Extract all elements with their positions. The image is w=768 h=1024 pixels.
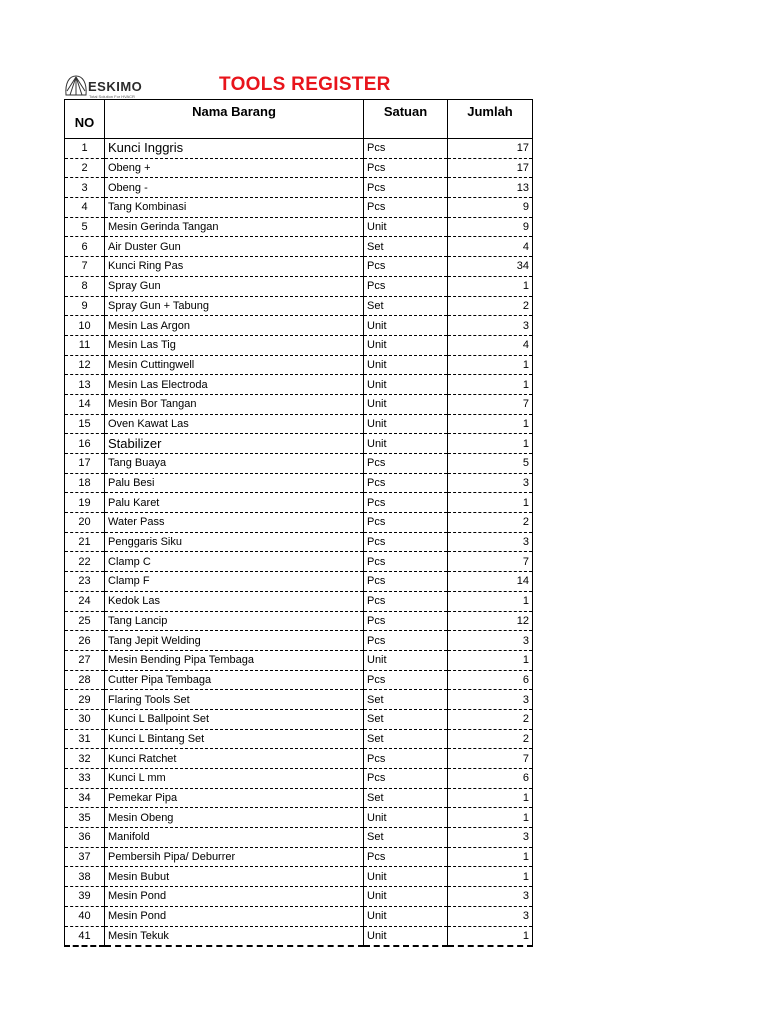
item-unit: Unit xyxy=(364,394,448,414)
table-row xyxy=(65,709,533,729)
table-row xyxy=(65,769,533,789)
row-number: 7 xyxy=(65,257,105,277)
row-number: 8 xyxy=(65,276,105,296)
table-row xyxy=(65,828,533,848)
row-number: 31 xyxy=(65,729,105,749)
item-unit: Unit xyxy=(364,808,448,828)
table-row xyxy=(65,355,533,375)
item-name: Manifold xyxy=(105,828,364,848)
item-unit: Unit xyxy=(364,414,448,434)
row-number: 20 xyxy=(65,513,105,533)
item-name: Pembersih Pipa/ Deburrer xyxy=(105,847,364,867)
table-row xyxy=(65,650,533,670)
item-name: Water Pass xyxy=(105,513,364,533)
item-quantity: 14 xyxy=(448,572,533,592)
row-number: 30 xyxy=(65,709,105,729)
item-quantity: 6 xyxy=(448,769,533,789)
table-row xyxy=(65,493,533,513)
table-row xyxy=(65,257,533,277)
item-quantity: 17 xyxy=(448,158,533,178)
item-unit: Unit xyxy=(364,926,448,946)
item-unit: Unit xyxy=(364,335,448,355)
item-unit: Pcs xyxy=(364,591,448,611)
item-unit: Set xyxy=(364,296,448,316)
row-number: 25 xyxy=(65,611,105,631)
item-quantity: 7 xyxy=(448,749,533,769)
row-number: 18 xyxy=(65,473,105,493)
item-quantity: 1 xyxy=(448,434,533,454)
item-quantity: 2 xyxy=(448,513,533,533)
column-header-qty: Jumlah xyxy=(448,100,533,139)
row-number: 29 xyxy=(65,690,105,710)
row-number: 9 xyxy=(65,296,105,316)
table-row xyxy=(65,414,533,434)
item-unit: Pcs xyxy=(364,198,448,218)
item-unit: Unit xyxy=(364,355,448,375)
row-number: 13 xyxy=(65,375,105,395)
row-number: 36 xyxy=(65,828,105,848)
item-name: Tang Jepit Welding xyxy=(105,631,364,651)
item-quantity: 1 xyxy=(448,355,533,375)
row-number: 35 xyxy=(65,808,105,828)
row-number: 22 xyxy=(65,552,105,572)
item-name: Mesin Gerinda Tangan xyxy=(105,217,364,237)
item-quantity: 1 xyxy=(448,847,533,867)
item-unit: Pcs xyxy=(364,454,448,474)
table-row xyxy=(65,631,533,651)
item-quantity: 9 xyxy=(448,198,533,218)
item-quantity: 1 xyxy=(448,591,533,611)
item-unit: Pcs xyxy=(364,611,448,631)
logo-tagline: Total Solution For HVACR xyxy=(89,94,135,99)
row-number: 2 xyxy=(65,158,105,178)
item-name: Spray Gun xyxy=(105,276,364,296)
item-name: Mesin Pond xyxy=(105,906,364,926)
item-quantity: 2 xyxy=(448,296,533,316)
row-number: 15 xyxy=(65,414,105,434)
item-quantity: 1 xyxy=(448,926,533,946)
item-name: Mesin Bubut xyxy=(105,867,364,887)
table-row xyxy=(65,788,533,808)
item-quantity: 3 xyxy=(448,906,533,926)
item-quantity: 34 xyxy=(448,257,533,277)
table-row xyxy=(65,808,533,828)
row-number: 16 xyxy=(65,434,105,454)
item-name: Mesin Cuttingwell xyxy=(105,355,364,375)
table-row xyxy=(65,276,533,296)
item-name: Kunci Ring Pas xyxy=(105,257,364,277)
table-row xyxy=(65,335,533,355)
item-quantity: 12 xyxy=(448,611,533,631)
row-number: 41 xyxy=(65,926,105,946)
item-unit: Pcs xyxy=(364,532,448,552)
item-quantity: 9 xyxy=(448,217,533,237)
item-quantity: 6 xyxy=(448,670,533,690)
item-unit: Set xyxy=(364,237,448,257)
item-quantity: 2 xyxy=(448,729,533,749)
item-name: Pemekar Pipa xyxy=(105,788,364,808)
table-row xyxy=(65,375,533,395)
item-name: Tang Buaya xyxy=(105,454,364,474)
row-number: 38 xyxy=(65,867,105,887)
item-unit: Pcs xyxy=(364,670,448,690)
item-name: Tang Lancip xyxy=(105,611,364,631)
item-quantity: 3 xyxy=(448,690,533,710)
table-row xyxy=(65,473,533,493)
item-quantity: 3 xyxy=(448,316,533,336)
company-logo xyxy=(64,74,144,100)
item-unit: Pcs xyxy=(364,631,448,651)
item-quantity: 3 xyxy=(448,828,533,848)
item-name: Mesin Las Tig xyxy=(105,335,364,355)
item-quantity: 1 xyxy=(448,493,533,513)
table-row xyxy=(65,454,533,474)
item-name: Kunci L Ballpoint Set xyxy=(105,709,364,729)
item-unit: Unit xyxy=(364,906,448,926)
table-row xyxy=(65,847,533,867)
table-row xyxy=(65,926,533,946)
item-quantity: 17 xyxy=(448,139,533,159)
item-unit: Pcs xyxy=(364,749,448,769)
row-number: 11 xyxy=(65,335,105,355)
item-quantity: 1 xyxy=(448,788,533,808)
table-row xyxy=(65,572,533,592)
table-row xyxy=(65,906,533,926)
row-number: 5 xyxy=(65,217,105,237)
table-row xyxy=(65,198,533,218)
item-name: Kunci Inggris xyxy=(105,139,364,159)
item-name: Kunci L mm xyxy=(105,769,364,789)
item-unit: Pcs xyxy=(364,276,448,296)
item-name: Mesin Las Electroda xyxy=(105,375,364,395)
item-name: Tang Kombinasi xyxy=(105,198,364,218)
row-number: 3 xyxy=(65,178,105,198)
item-quantity: 7 xyxy=(448,552,533,572)
item-unit: Pcs xyxy=(364,257,448,277)
table-row xyxy=(65,729,533,749)
item-name: Spray Gun + Tabung xyxy=(105,296,364,316)
item-unit: Pcs xyxy=(364,158,448,178)
item-name: Mesin Tekuk xyxy=(105,926,364,946)
table-row xyxy=(65,690,533,710)
item-unit: Pcs xyxy=(364,847,448,867)
item-name: Mesin Bor Tangan xyxy=(105,394,364,414)
item-unit: Pcs xyxy=(364,572,448,592)
item-quantity: 5 xyxy=(448,454,533,474)
item-unit: Pcs xyxy=(364,178,448,198)
item-quantity: 2 xyxy=(448,709,533,729)
row-number: 28 xyxy=(65,670,105,690)
table-row xyxy=(65,611,533,631)
row-number: 26 xyxy=(65,631,105,651)
item-unit: Pcs xyxy=(364,139,448,159)
shell-icon xyxy=(64,74,88,98)
row-number: 23 xyxy=(65,572,105,592)
page-title: TOOLS REGISTER xyxy=(219,74,391,95)
table-row xyxy=(65,296,533,316)
item-unit: Unit xyxy=(364,434,448,454)
item-name: Palu Besi xyxy=(105,473,364,493)
table-row xyxy=(65,434,533,454)
item-quantity: 1 xyxy=(448,276,533,296)
item-quantity: 13 xyxy=(448,178,533,198)
logo-name: ESKIMO xyxy=(88,79,143,94)
row-number: 33 xyxy=(65,769,105,789)
table-row xyxy=(65,591,533,611)
item-quantity: 1 xyxy=(448,867,533,887)
item-unit: Pcs xyxy=(364,473,448,493)
item-unit: Unit xyxy=(364,650,448,670)
item-quantity: 7 xyxy=(448,394,533,414)
table-row xyxy=(65,513,533,533)
item-unit: Pcs xyxy=(364,493,448,513)
table-row xyxy=(65,887,533,907)
table-header-row xyxy=(65,100,533,139)
row-number: 40 xyxy=(65,906,105,926)
table-row xyxy=(65,670,533,690)
tools-register-table xyxy=(64,99,533,947)
item-quantity: 3 xyxy=(448,473,533,493)
item-name: Kedok Las xyxy=(105,591,364,611)
item-unit: Set xyxy=(364,788,448,808)
row-number: 24 xyxy=(65,591,105,611)
row-number: 17 xyxy=(65,454,105,474)
item-name: Kunci L Bintang Set xyxy=(105,729,364,749)
item-name: Kunci Ratchet xyxy=(105,749,364,769)
item-quantity: 3 xyxy=(448,887,533,907)
row-number: 6 xyxy=(65,237,105,257)
item-unit: Pcs xyxy=(364,769,448,789)
item-name: Flaring Tools Set xyxy=(105,690,364,710)
row-number: 10 xyxy=(65,316,105,336)
row-number: 37 xyxy=(65,847,105,867)
table-row xyxy=(65,552,533,572)
item-unit: Pcs xyxy=(364,513,448,533)
row-number: 19 xyxy=(65,493,105,513)
table-body xyxy=(65,139,533,946)
item-name: Mesin Pond xyxy=(105,887,364,907)
row-number: 21 xyxy=(65,532,105,552)
table-row xyxy=(65,749,533,769)
table-row xyxy=(65,394,533,414)
table-row xyxy=(65,217,533,237)
row-number: 34 xyxy=(65,788,105,808)
document-header xyxy=(64,72,532,100)
column-header-no: NO xyxy=(65,100,105,139)
item-name: Mesin Obeng xyxy=(105,808,364,828)
item-unit: Pcs xyxy=(364,552,448,572)
item-name: Stabilizer xyxy=(105,434,364,454)
item-quantity: 4 xyxy=(448,335,533,355)
item-quantity: 4 xyxy=(448,237,533,257)
column-header-name: Nama Barang xyxy=(105,100,364,139)
item-unit: Set xyxy=(364,828,448,848)
table-row xyxy=(65,532,533,552)
item-name: Oven Kawat Las xyxy=(105,414,364,434)
item-quantity: 1 xyxy=(448,650,533,670)
item-name: Air Duster Gun xyxy=(105,237,364,257)
table-row xyxy=(65,178,533,198)
table-row xyxy=(65,867,533,887)
item-name: Palu Karet xyxy=(105,493,364,513)
column-header-unit: Satuan xyxy=(364,100,448,139)
item-unit: Set xyxy=(364,690,448,710)
item-quantity: 3 xyxy=(448,532,533,552)
item-unit: Unit xyxy=(364,316,448,336)
item-unit: Set xyxy=(364,729,448,749)
item-unit: Unit xyxy=(364,375,448,395)
table-row xyxy=(65,237,533,257)
row-number: 4 xyxy=(65,198,105,218)
item-quantity: 1 xyxy=(448,375,533,395)
row-number: 12 xyxy=(65,355,105,375)
row-number: 1 xyxy=(65,139,105,159)
item-quantity: 3 xyxy=(448,631,533,651)
row-number: 14 xyxy=(65,394,105,414)
row-number: 27 xyxy=(65,650,105,670)
item-name: Clamp F xyxy=(105,572,364,592)
item-name: Mesin Bending Pipa Tembaga xyxy=(105,650,364,670)
item-name: Mesin Las Argon xyxy=(105,316,364,336)
table-row xyxy=(65,316,533,336)
item-name: Cutter Pipa Tembaga xyxy=(105,670,364,690)
item-name: Obeng + xyxy=(105,158,364,178)
table-row xyxy=(65,139,533,159)
row-number: 39 xyxy=(65,887,105,907)
item-name: Obeng - xyxy=(105,178,364,198)
item-unit: Unit xyxy=(364,867,448,887)
row-number: 32 xyxy=(65,749,105,769)
item-quantity: 1 xyxy=(448,808,533,828)
table-row xyxy=(65,158,533,178)
item-name: Penggaris Siku xyxy=(105,532,364,552)
item-unit: Set xyxy=(364,709,448,729)
item-unit: Unit xyxy=(364,217,448,237)
item-unit: Unit xyxy=(364,887,448,907)
item-quantity: 1 xyxy=(448,414,533,434)
item-name: Clamp C xyxy=(105,552,364,572)
